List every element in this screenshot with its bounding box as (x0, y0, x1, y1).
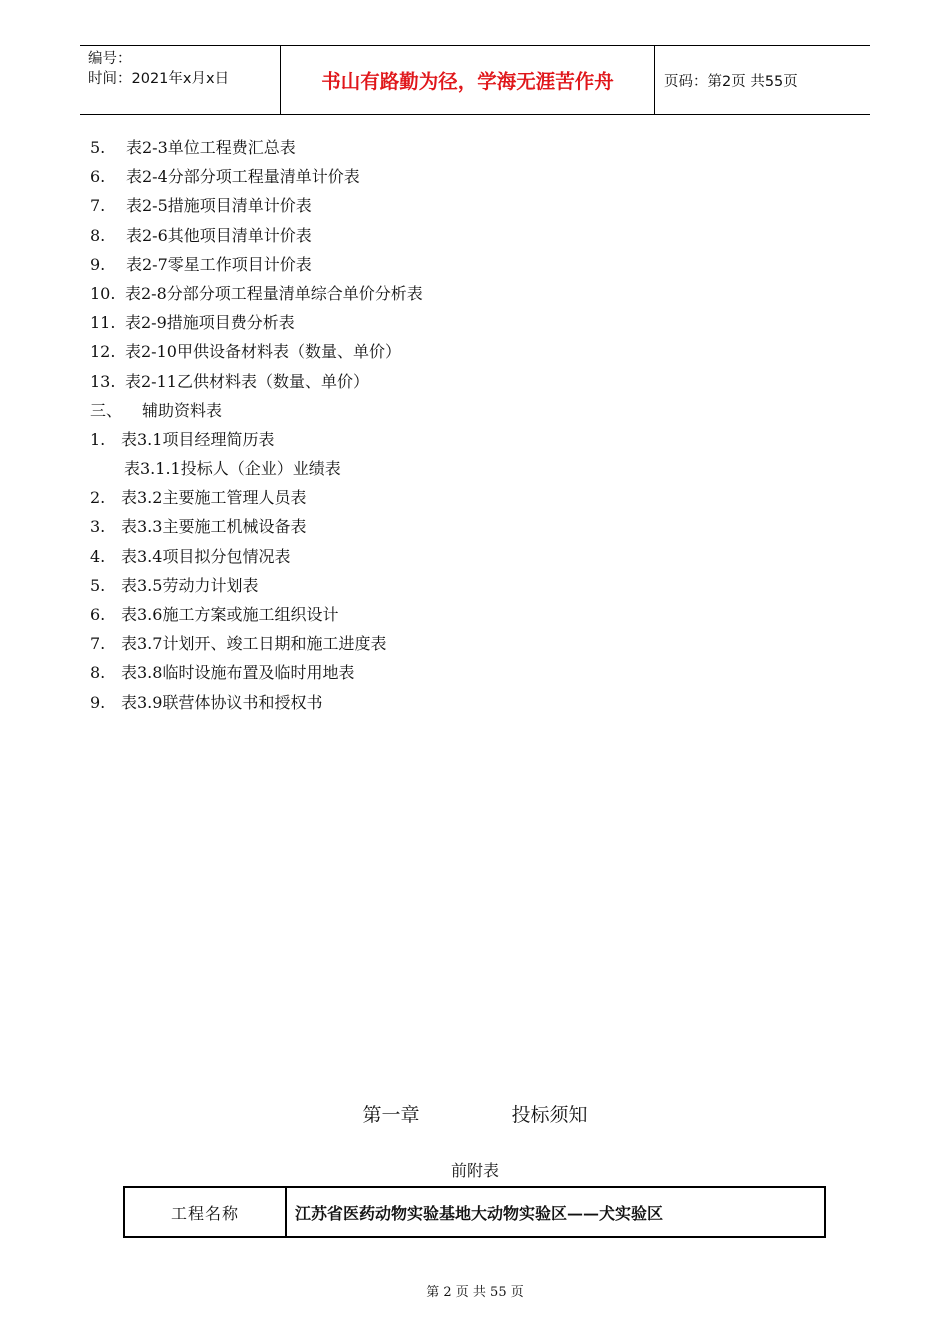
page-footer: 第 2 页 共 55 页 (426, 1285, 524, 1300)
list-item: 7. 表2-5措施项目清单计价表 (90, 196, 312, 216)
list-item: 2. 表3.2主要施工管理人员表 (90, 488, 307, 508)
list-item: 13. 表2-11乙供材料表（数量、单价） (90, 371, 369, 391)
chapter-title: 投标须知 (511, 1104, 588, 1126)
header-meta (80, 46, 281, 114)
page-header (80, 45, 870, 115)
table-value-cell: 江苏省医药动物实验基地大动物实验区——犬实验区 (295, 1203, 664, 1223)
table-label-cell: 工程名称 (125, 1188, 287, 1236)
list-item: 8. 表2-6其他项目清单计价表 (90, 225, 312, 245)
list-item: 11. 表2-9措施项目费分析表 (90, 313, 295, 333)
list-item: 6. 表3.6施工方案或施工组织设计 (90, 605, 339, 624)
list-item: 7. 表3.7计划开、竣工日期和施工进度表 (90, 634, 387, 654)
list-item: 6. 表2-4分部分项工程量清单计价表 (90, 167, 360, 187)
list-item: 8. 表3.8临时设施布置及临时用地表 (90, 663, 355, 683)
list-item: 12. 表2-10甲供设备材料表（数量、单价） (90, 342, 401, 362)
header-serial-label: 编号： (88, 51, 132, 67)
contents-list (90, 133, 850, 717)
chapter-heading (0, 1100, 950, 1127)
front-table (123, 1186, 826, 1238)
list-item: 3. 表3.3主要施工机械设备表 (90, 517, 307, 537)
table-caption: 前附表 (450, 1161, 499, 1180)
header-page-info: 页码：第2页 共55页 (664, 73, 798, 90)
header-date: 时间：2021年x月x日 (88, 71, 230, 87)
list-item: 表3.1.1投标人（企业）业绩表 (124, 459, 341, 479)
list-item: 4. 表3.4项目拟分包情况表 (90, 546, 291, 566)
list-item: 9. 表3.9联营体协议书和授权书 (90, 692, 323, 712)
list-item: 10. 表2-8分部分项工程量清单综合单价分析表 (90, 283, 423, 303)
list-item: 9. 表2-7零星工作项目计价表 (90, 254, 312, 274)
section-heading: 三、 辅助资料表 (90, 400, 223, 420)
list-item: 5. 表3.5劳动力计划表 (90, 575, 259, 595)
header-motto: 书山有路勤为径，学海无涯苦作舟 (281, 46, 655, 114)
chapter-number: 第一章 (362, 1104, 420, 1126)
list-item: 1. 表3.1项目经理简历表 (90, 429, 275, 449)
list-item: 5. 表2-3单位工程费汇总表 (90, 138, 296, 157)
